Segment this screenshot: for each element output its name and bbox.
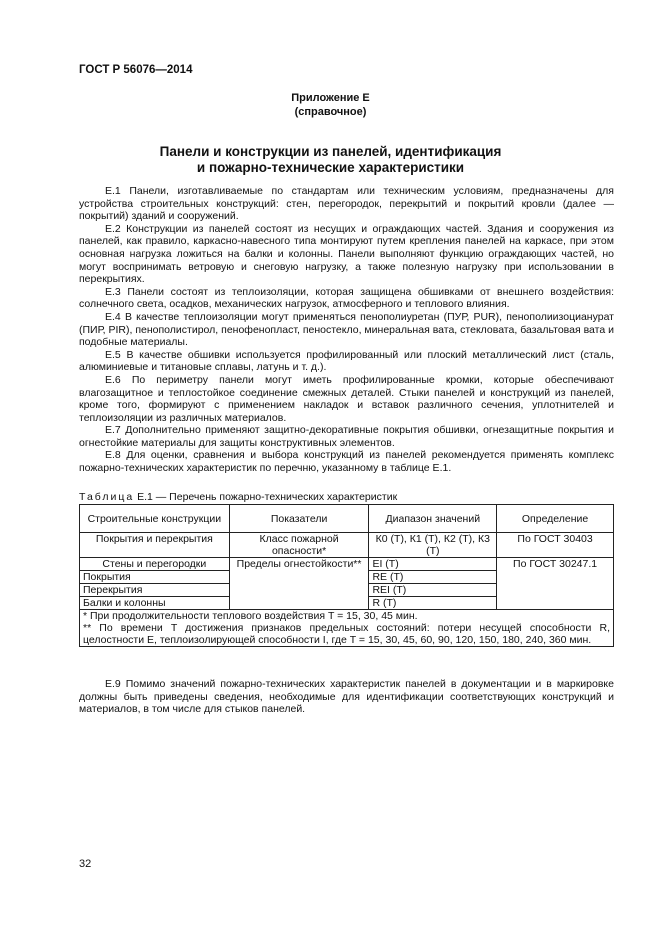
table-caption-text: Е.1 — Перечень пожарно-технических характеристик [134, 491, 398, 503]
annex-name: Приложение Е [291, 92, 370, 104]
table-note-1: * При продолжительности теплового воздействия T = 15, 30, 45 мин. [83, 610, 418, 622]
fire-characteristics-table [79, 504, 614, 647]
table-row [80, 558, 614, 571]
cell-range: REI (T) [369, 584, 497, 597]
annex-title-line-1: Панели и конструкции из панелей, идентификация [159, 144, 502, 159]
header-definition: Определение [497, 505, 614, 533]
paragraph-e1: Е.1 Панели, изготавливаемые по стандартам или техническим условиям, предназначены для устройства строительных конструкций: стен, перегородок, перекрытий и покрытий кровли (далее — покрытий) зданий и сооружений. [79, 185, 614, 223]
cell-construction: Балки и колонны [80, 597, 230, 610]
page-number: 32 [79, 858, 92, 870]
cell-construction: Покрытия и перекрытия [80, 533, 230, 558]
paragraph-e9: Е.9 Помимо значений пожарно-технических характеристик панелей в документации и в маркировке должны быть приведены сведения, необходимые для идентификации соответствующих конструкций и материалов, в том числе для стыков панелей. [79, 678, 614, 716]
annex-kind: (справочное) [294, 106, 367, 118]
paragraph-e8: Е.8 Для оценки, сравнения и выбора конструкций из панелей рекомендуется применять комплекс пожарно-технических характеристик по перечню, указанному в таблице Е.1. [79, 449, 614, 475]
header-indicators: Показатели [229, 505, 369, 533]
table-row [80, 533, 614, 558]
cell-definition: По ГОСТ 30403 [497, 533, 614, 558]
annex-title [0, 144, 661, 176]
paragraph-e3: Е.3 Панели состоят из теплоизоляции, которая защищена обшивками от внешнего воздействия: солнечного света, осадков, механических нагрузок, атмосферного и теплового влияния. [79, 285, 614, 311]
paragraph-e7: Е.7 Дополнительно применяют защитно-декоративные покрытия обшивки, огнезащитные покрытия и огнестойкие материалы для защиты конструктивных элементов. [79, 424, 614, 449]
cell-range: К0 (T), К1 (T), К2 (T), К3 (T) [369, 533, 497, 558]
cell-construction: Стены и перегородки [80, 558, 230, 571]
table-notes [80, 610, 614, 647]
cell-indicator: Класс пожарной опасности* [229, 533, 369, 558]
table-caption-word: Таблица [79, 491, 135, 503]
table-notes-row [80, 610, 614, 647]
table-caption [79, 491, 397, 503]
cell-definition: По ГОСТ 30247.1 [497, 558, 614, 610]
annex-title-line-2: и пожарно-технические характеристики [196, 160, 465, 175]
annex-body-continued [79, 678, 614, 716]
standard-header: ГОСТ Р 56076—2014 [79, 64, 193, 76]
cell-construction: Перекрытия [80, 584, 230, 597]
paragraph-e2: Е.2 Конструкции из панелей состоят из несущих и ограждающих частей. Здания и сооружения из панелей, как правило, каркасно-навесного типа монтируют путем крепления панелей на каркасе, при этом основная нагрузка ложиться на балки и колонны. Панели выполняют функцию ограждающих частей, но могут воспринимать ветровую и снеговую нагрузку, а также полезную нагрузку при использовании в перекрытиях. [79, 222, 614, 286]
paragraph-e5: Е.5 В качестве обшивки используется профилированный или плоский металлический лист (сталь, алюминиевые и титановые сплавы, латунь и т. д.). [79, 348, 614, 374]
annex-heading [0, 91, 661, 119]
header-constructions: Строительные конструкции [80, 505, 230, 533]
cell-range: EI (T) [369, 558, 497, 571]
header-range: Диапазон значений [369, 505, 497, 533]
paragraph-e6: Е.6 По периметру панели могут иметь профилированные кромки, которые обеспечивают влагозащитное и теплостойкое соединение смежных деталей. Стыки панелей и конструкций из панелей, кроме того, формируют с применением накладок и вставок различного сечения, уплотнителей и теплоизоляции из различных материалов. [79, 373, 614, 424]
cell-range: R (T) [369, 597, 497, 610]
table-header-row [80, 505, 614, 533]
table-note-2: ** По времени T достижения признаков предельных состояний: потери несущей способности R, целостности E, теплоизолирующей способности I, где T = 15, 30, 45, 60, 90, 120, 150, 180, 240, 360 мин. [83, 622, 610, 646]
paragraph-e4: Е.4 В качестве теплоизоляции могут применяться пенополиуретан (ПУР, PUR), пенополиизоцианурат (ПИР, PIR), пенополистирол, пенофенопласт, пеностекло, минеральная вата, стекловата, базальтовая вата и подобные материалы. [79, 310, 614, 349]
cell-construction: Покрытия [80, 571, 230, 584]
cell-range: RE (T) [369, 571, 497, 584]
annex-body [79, 185, 614, 475]
cell-indicator: Пределы огнестойкости** [229, 558, 369, 610]
